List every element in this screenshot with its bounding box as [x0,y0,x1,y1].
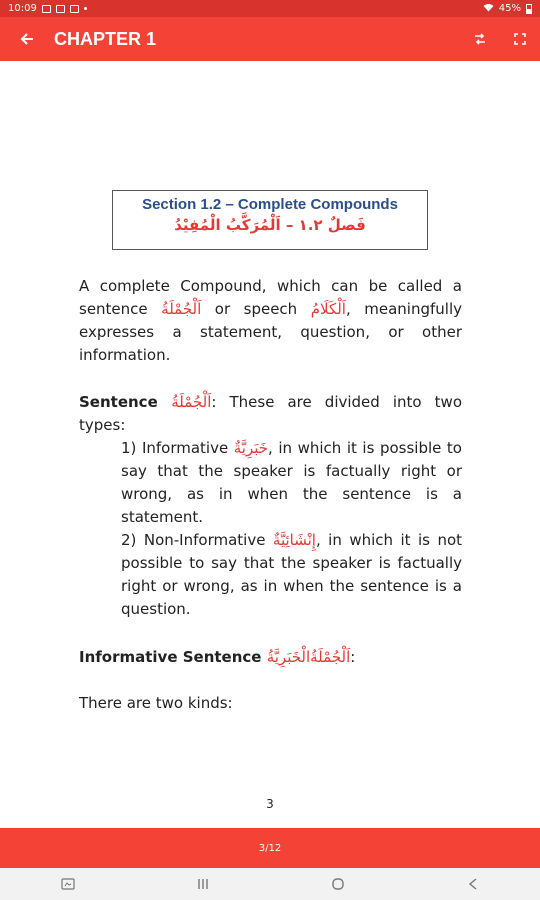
sentence-label: Sentence [79,393,172,411]
message-icon [70,5,79,13]
recents-icon [197,878,209,890]
item-non-informative [121,529,462,621]
item2-text-b: , in which it is not possible to say that the speaker is factually right or wrong, as in when the sentence is a question. [121,531,463,618]
notification-icon [56,5,65,13]
informative-label: Informative Sentence [79,648,267,666]
gallery-icon [42,5,51,13]
arabic-jumla: اَلْجُمْلَةُ [161,300,202,318]
section-arabic-title: فَصلٌ ١.٢ – اَلْمُرَكَّبُ الْمُفِيْدُ [174,216,366,234]
status-bar [0,0,540,17]
sentence-rest: : These are divided into two types: [79,393,462,434]
more-notifications-icon [84,7,87,10]
battery-percent: 45% [498,3,521,14]
page-number: 3 [266,797,274,811]
item1-text-a: 1) Informative [121,439,234,457]
document-page[interactable] [0,61,540,828]
back-icon [468,878,478,890]
home-button[interactable] [308,868,368,900]
home-icon [332,878,344,890]
sentence-paragraph [79,391,462,437]
item2-arabic: إِنْشَائِيَّةٌ [272,531,316,549]
system-nav-bar [0,868,540,900]
screenshot-icon [61,878,75,890]
sentence-arabic: اَلْجُمْلَةُ [171,393,212,411]
fullscreen-icon [513,32,527,46]
arabic-kalam: اَلْكَلَامُ [310,300,346,318]
back-nav-button[interactable] [443,868,503,900]
app-bar [0,17,540,61]
page-indicator-bar [0,828,540,868]
fullscreen-button[interactable] [500,17,540,61]
arrow-left-icon [20,32,34,46]
item2-text-a: 2) Non-Informative [121,531,273,549]
intro-text-c: , meaningfully expresses a statement, question, or other information. [79,300,462,364]
informative-arabic: اَلْجُمْلَةُالْخَبَرِيَّةُ [266,648,351,666]
status-time: 10:09 [8,3,37,14]
screenshot-button[interactable] [38,868,98,900]
battery-icon [526,4,532,14]
page-title: CHAPTER 1 [54,28,157,49]
item-informative [121,437,462,529]
back-button[interactable] [0,17,54,61]
wifi-icon [483,3,494,15]
item1-arabic: خَبَرِيَّةٌ [233,439,269,457]
kinds-text: There are two kinds: [79,694,233,712]
intro-text-a: A complete Compound, which can be called a sentence [79,277,462,318]
informative-heading [79,646,462,669]
section-heading-box [112,190,428,250]
status-right [483,3,532,15]
section-title: Section 1.2 – Complete Compounds [142,196,398,213]
intro-paragraph [79,275,462,367]
intro-text-b: or speech [201,300,311,318]
recents-button[interactable] [173,868,233,900]
informative-colon: : [350,648,356,666]
swap-button[interactable] [460,17,500,61]
swap-icon [473,32,487,46]
page-indicator: 3/12 [258,842,282,854]
item1-text-b: , in which it is possible to say that the speaker is factually right or wrong, as in when the sentence is a statement. [121,439,462,526]
status-left [8,3,87,14]
